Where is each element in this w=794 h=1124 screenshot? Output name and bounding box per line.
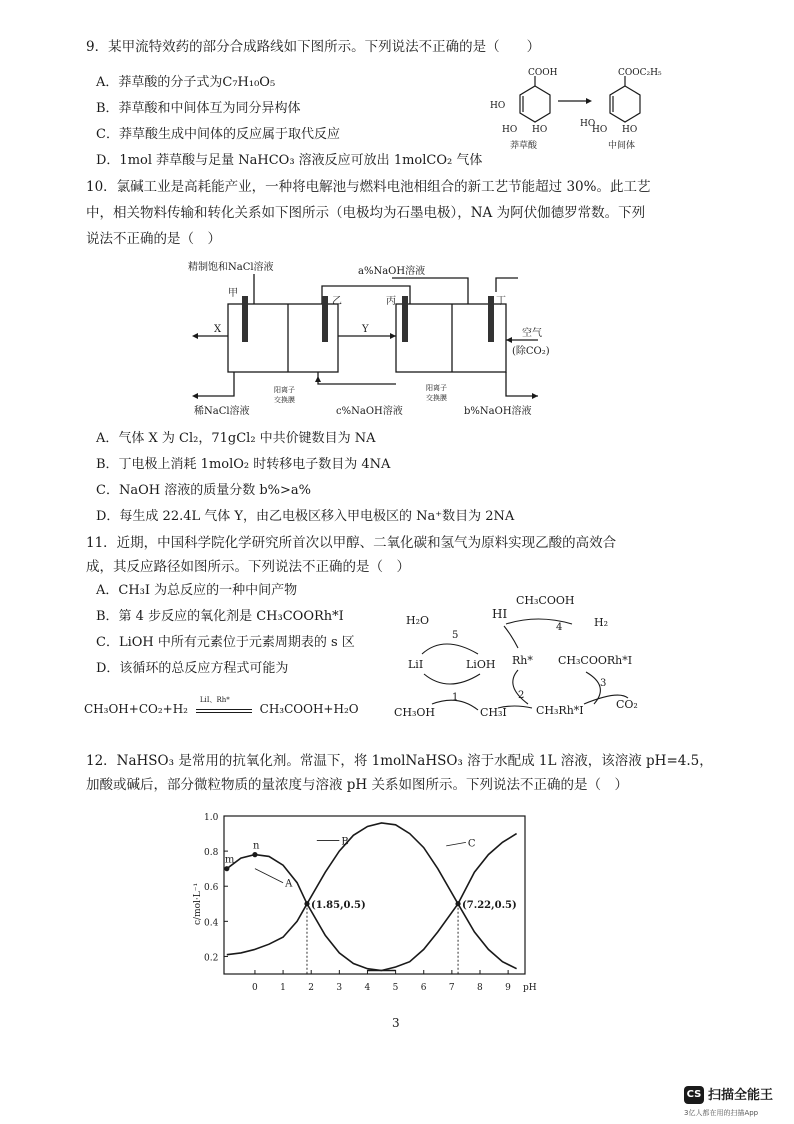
- series-leader-A: [255, 869, 283, 883]
- naoh-c-arrowhead: [315, 376, 321, 382]
- q10-stem-line2: 中，相关物料传输和转化关系如下图所示（电极均为石墨电极），NA 为阿伏伽德罗常数。下列: [86, 205, 646, 221]
- point-n: [252, 852, 257, 857]
- intermediate-ho-2: HO: [592, 125, 608, 135]
- label-dilute-nacl: 稀NaCl溶液: [194, 406, 250, 417]
- label-membrane-right: 阳离子: [426, 384, 447, 392]
- cycle-lii: LiI: [408, 658, 424, 671]
- scanner-tagline: 3亿人都在用的扫描App: [684, 1109, 759, 1117]
- label-x: X: [214, 324, 222, 335]
- label-naoh-a: a%NaOH溶液: [358, 266, 426, 277]
- q12-stem-line2: 加酸或碱后，部分微粒物质的量浓度与溶液 pH 关系如图所示。下列说法不正确的是（ ）: [86, 777, 628, 793]
- label-membrane-left: 阳离子: [274, 386, 295, 394]
- intermediate-ho-3: HO: [622, 125, 638, 135]
- series-label-A: A: [285, 878, 293, 890]
- q10-option-d: D．每生成 22.4L 气体 Y，由乙电极区移入甲电极区的 Na⁺数目为 2NA: [96, 509, 515, 524]
- cycle-co2: CO₂: [616, 698, 638, 711]
- series-leader-C: [446, 842, 466, 846]
- annotation-label: (1.85,0.5): [310, 899, 366, 911]
- label-bing: 丙: [386, 296, 396, 307]
- label-ding: 丁: [496, 296, 506, 307]
- intermediate-ester: COOC₂H₅: [618, 68, 662, 78]
- y-tick-label: 0.6: [204, 883, 219, 894]
- label-naoh-b: b%NaOH溶液: [464, 406, 532, 417]
- label-jia: 甲: [228, 288, 238, 299]
- step-5: 5: [452, 630, 459, 641]
- electrode-yi: [322, 296, 328, 342]
- cycle-ch3coorhi: CH₃COORh*I: [558, 654, 633, 667]
- y-tick-label: 1.0: [204, 813, 219, 823]
- q10-stem-line1: 10．氯碱工业是高耗能产业，一种将电解池与燃料电池相组合的新工艺节能超过 30%。此工艺: [86, 179, 651, 195]
- x-tick-label: 0: [251, 983, 258, 993]
- x-tick-label: 7: [448, 983, 455, 993]
- equation-condition: LiI、Rh*: [199, 696, 230, 704]
- y-arrowhead: [390, 333, 396, 339]
- cycle-ch3i: CH₃I: [480, 706, 507, 719]
- q11-stem-line1: 11．近期，中国科学院化学研究所首次以甲醇、二氧化碳和氢气为原料实现乙酸的高效合: [86, 535, 617, 551]
- y-tick-label: 0.4: [204, 918, 219, 929]
- shikimic-ho-3: HO: [532, 125, 548, 135]
- q9-structures: [480, 66, 680, 156]
- electrode-jia: [242, 296, 248, 342]
- step-3: 3: [600, 678, 607, 689]
- q9-stem: 9．某甲流特效药的部分合成路线如下图所示。下列说法不正确的是（ ）: [86, 39, 541, 55]
- plot-frame: [224, 816, 525, 974]
- equation-left: CH₃OH+CO₂+H₂: [84, 702, 188, 716]
- reaction-arrowhead: [586, 98, 592, 104]
- q11-reaction-cycle: [388, 586, 688, 726]
- series-label-B: B: [341, 836, 349, 848]
- series-curve-A: [224, 854, 396, 971]
- q9-option-c: C．莽草酸生成中间体的反应属于取代反应: [96, 127, 340, 142]
- x-tick-label: 8: [476, 983, 483, 993]
- naoh-b-arrowhead: [532, 393, 538, 399]
- cycle-hi: HI: [492, 607, 508, 621]
- intermediate-label: 中间体: [608, 141, 636, 151]
- scanner-logo: CS: [684, 1086, 704, 1104]
- point-label-n: n: [252, 840, 260, 852]
- cycle-ch3rhi: CH₃Rh*I: [536, 704, 584, 717]
- q10-option-a: A．气体 X 为 Cl₂，71gCl₂ 中共价键数目为 NA: [96, 431, 376, 446]
- page-number: 3: [392, 1016, 400, 1030]
- q9-option-b: B．莽草酸和中间体互为同分异构体: [96, 101, 301, 116]
- q10-option-c: C．NaOH 溶液的质量分数 b%>a%: [96, 483, 312, 498]
- q9-option-a: A．莽草酸的分子式为C₇H₁₀O₅: [96, 75, 276, 90]
- x-tick-label: 3: [336, 983, 343, 993]
- electrode-bing: [402, 296, 408, 342]
- dilute-arrowhead: [192, 393, 198, 399]
- shikimic-cooh: COOH: [528, 68, 558, 78]
- y-tick-label: 0.8: [204, 848, 219, 859]
- scanner-brand: 扫描全能王: [708, 1088, 774, 1103]
- intermediate-ho-1: HO: [580, 119, 596, 129]
- equation-right: CH₃COOH+H₂O: [259, 702, 359, 716]
- q10-option-b: B．丁电极上消耗 1molO₂ 时转移电子数目为 4NA: [96, 457, 391, 472]
- x-tick-label: 5: [392, 983, 399, 993]
- q12-chart: [180, 806, 550, 1002]
- annotation-label: (7.22,0.5): [462, 899, 517, 911]
- series-label-C: C: [467, 838, 476, 850]
- equation-arrow: [192, 696, 256, 718]
- cycle-h2: H₂: [594, 616, 609, 629]
- point-m: [224, 866, 229, 871]
- q10-stem-line3: 说法不正确的是（ ）: [86, 231, 221, 247]
- label-membrane-right2: 交换膜: [426, 394, 447, 402]
- point-label-m: m: [224, 854, 235, 866]
- step-4: 4: [556, 622, 563, 633]
- q11-equation: [84, 696, 359, 718]
- label-yi: 乙: [332, 296, 342, 307]
- x-tick-label: 2: [308, 983, 314, 993]
- label-y: Y: [362, 324, 369, 335]
- x-tick-label: 1: [280, 983, 286, 993]
- x-axis-label: pH: [523, 983, 537, 993]
- air-arrowhead: [506, 337, 512, 343]
- cycle-ch3cooh: CH₃COOH: [516, 594, 575, 607]
- shikimic-ho-2: HO: [502, 125, 518, 135]
- q12-stem-line1: 12．NaHSO₃ 是常用的抗氧化剂。常温下，将 1molNaHSO₃ 溶于水配成 1L 溶液，该溶液 pH=4.5，: [86, 753, 713, 769]
- y-tick-label: 0.2: [204, 953, 219, 964]
- intermediate-structure: [610, 76, 640, 122]
- q11-option-d: D．该循环的总反应方程式可能为: [96, 661, 289, 676]
- x-tick-label: 6: [420, 983, 427, 993]
- step-2: 2: [518, 690, 525, 701]
- electrode-ding: [488, 296, 494, 342]
- x-tick-label: 9: [505, 983, 511, 993]
- cycle-ch3oh: CH₃OH: [394, 706, 436, 719]
- label-air: 空气: [522, 328, 542, 339]
- x-tick-label: 4: [364, 983, 371, 993]
- label-membrane-left2: 交换膜: [274, 396, 295, 404]
- shikimic-acid-structure: [520, 76, 550, 122]
- intersection-point: [304, 901, 309, 906]
- label-brine: 精制饱和NaCl溶液: [188, 262, 274, 273]
- q10-electrolysis-diagram: [178, 256, 588, 426]
- q11-option-c: C．LiOH 中所有元素位于元素周期表的 s 区: [96, 635, 355, 650]
- y-axis-label: c/mol·L⁻¹: [193, 882, 203, 925]
- q11-option-a: A．CH₃I 为总反应的一种中间产物: [96, 583, 298, 598]
- step-1: 1: [452, 692, 459, 703]
- label-naoh-c: c%NaOH溶液: [336, 406, 403, 417]
- cycle-rh: Rh*: [512, 654, 533, 667]
- label-air-note: (除CO₂): [512, 346, 550, 357]
- shikimic-ho-1: HO: [490, 101, 506, 111]
- cycle-lioh: LiOH: [466, 658, 496, 671]
- cycle-h2o: H₂O: [406, 614, 430, 627]
- q11-option-b: B．第 4 步反应的氧化剂是 CH₃COORh*I: [96, 609, 344, 624]
- q9-option-d: D．1mol 莽草酸与足量 NaHCO₃ 溶液反应可放出 1molCO₂ 气体: [96, 153, 483, 168]
- q11-stem-line2: 成，其反应路径如图所示。下列说法不正确的是（ ）: [86, 559, 410, 575]
- intersection-point: [455, 901, 460, 906]
- shikimic-label: 莽草酸: [510, 141, 538, 151]
- x-arrowhead: [192, 333, 198, 339]
